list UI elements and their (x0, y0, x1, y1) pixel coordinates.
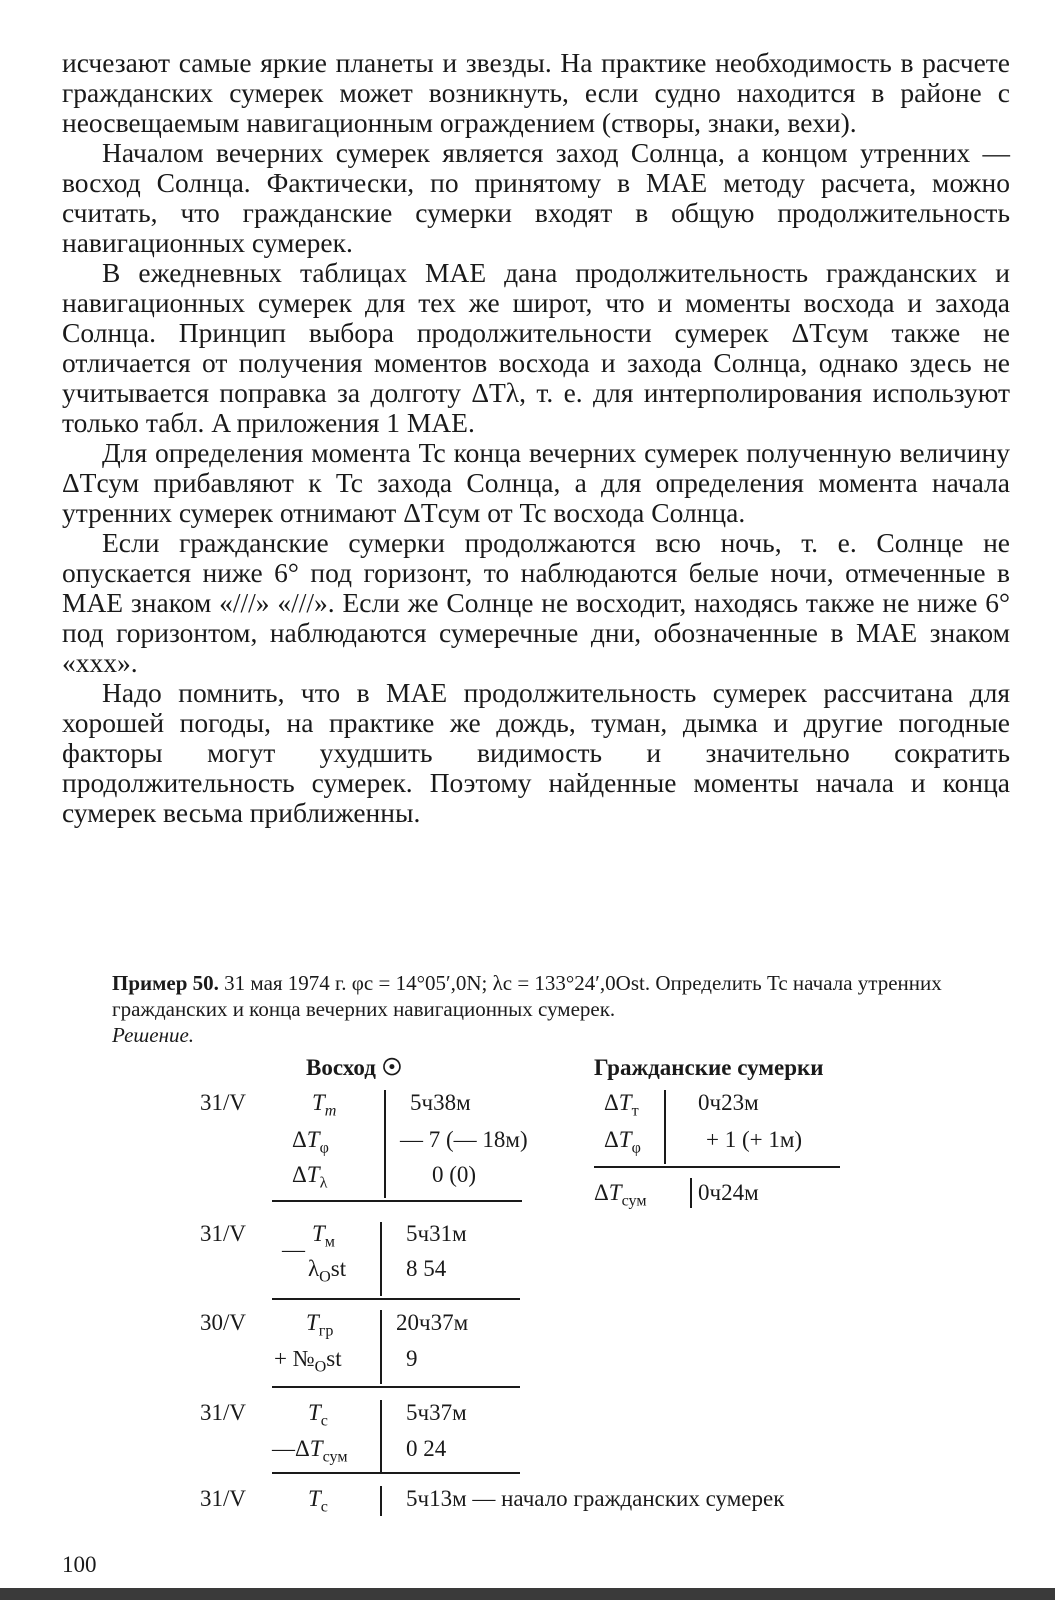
value-n-ost: 9 (406, 1346, 418, 1371)
label-r-dt-sum: $\Delta T_{сум}$ (594, 1180, 647, 1210)
label-dt-lambda: $\Delta T_\lambda$ (292, 1162, 328, 1192)
value-t-m: 5ч31м (406, 1221, 467, 1246)
solution-label: Решение. (112, 1023, 195, 1047)
value-dt-phi: — 7 (— 18м) (400, 1127, 528, 1152)
paragraph-2: Началом вечерних сумерек является заход Солнца, а концом утренних — восход Солнца. Фактически, по принятому в МАЕ методу расчета, можно считать, что гражданские сумерки входят в общую продолжительность навигационных сумерек. (62, 137, 1010, 258)
rule-v-1 (384, 1090, 386, 1198)
rule-v-2 (380, 1222, 382, 1296)
label-minus-dt-sum: $—\Delta T_{сум}$ (272, 1436, 348, 1466)
scan-edge (0, 1588, 1055, 1600)
page-number: 100 (62, 1552, 97, 1577)
value-t-c: 5ч37м (406, 1400, 467, 1425)
paragraph-1: исчезают самые яркие планеты и звезды. На практике необходимость в расчете гражданских сумерек может возникнуть, если судно находится в районе с неосвещаемым навигационным ограждением (створы, знаки, вехи). (62, 47, 1010, 138)
table-head-civil-twilight: Гражданские сумерки (594, 1055, 824, 1080)
paragraph-3: В ежедневных таблицах МАЕ дана продолжительность гражданских и навигационных сумерек для тех же широт, что и моменты восхода и захода Солнца. Принцип выбора продолжительности сумерек ΔTсум также не отличается от получения моментов восхода и захода Солнца, однако здесь не учитывается поправка за долготу ΔTλ, т. е. для интерполирования используют только табл. A приложения 1 МАЕ. (62, 257, 1010, 438)
example-text: 31 мая 1974 г. φc = 14°05′,0N; λc = 133°24′,0Ost. Определить Tc начала утренних гражданских и конца вечерних навигационных сумерек. (112, 971, 942, 1021)
body-text (62, 48, 1010, 828)
value-r-dt-phi: + 1 (+ 1м) (706, 1127, 803, 1152)
rule-h-2 (272, 1298, 520, 1300)
table-head-sunrise: Восход ☉ (306, 1055, 403, 1080)
date-3: 30/V (200, 1310, 246, 1335)
date-2: 31/V (200, 1221, 246, 1246)
minus-sign-1: — (282, 1237, 305, 1262)
label-n-ost: + $№_Ost$ (274, 1346, 342, 1376)
example-block (62, 970, 1010, 1048)
value-r-dt-sum: 0ч24м (698, 1180, 759, 1205)
value-t-t: 5ч38м (410, 1090, 471, 1115)
date-4: 31/V (200, 1400, 246, 1425)
rule-v-3 (380, 1310, 382, 1384)
label-r-dt-t: $\Delta T_т$ (604, 1090, 639, 1120)
label-r-dt-phi: $\Delta T_\varphi$ (604, 1127, 641, 1157)
label-t-c: $T_c$ (308, 1400, 328, 1430)
paragraph-5: Если гражданские сумерки продолжаются всю ночь, т. е. Солнце не опускается ниже 6° под горизонт, то наблюдаются белые ночи, отмеченные в МАЕ знаком «///» «///». Если же Солнце не восходит, находясь также не ниже 6° под горизонтом, наблюдаются сумеречные дни, обозначенные в МАЕ знаком «xxx». (62, 527, 1010, 678)
rule-h-1 (272, 1200, 522, 1202)
rule-h-4 (272, 1472, 520, 1474)
example-title: Пример 50. (112, 971, 219, 995)
rule-v-right-2 (690, 1178, 692, 1208)
paragraph-4: Для определения момента Tc конца вечерних сумерек полученную величину ΔTсум прибавляют к Tc захода Солнца, а для определения момента начала утренних сумерек отнимают ΔTсум от Tc восхода Солнца. (62, 437, 1010, 528)
rule-v-right (664, 1090, 666, 1164)
label-t-c-final: $T_c$ (308, 1486, 328, 1516)
label-t-t: $T_т$ (312, 1090, 337, 1120)
date-1: 31/V (200, 1090, 246, 1115)
label-t-gr: $T_{гр}$ (306, 1310, 334, 1340)
paragraph-6: Надо помнить, что в МАЕ продолжительность сумерек рассчитана для хорошей погоды, на практике же дождь, туман, дымка и другие погодные факторы могут ухудшить видимость и значительно сократить продолжительность сумерек. Поэтому найденные моменты начала и конца сумерек весьма приближенны. (62, 677, 1010, 828)
rule-v-4 (380, 1400, 382, 1474)
rule-h-3 (272, 1386, 520, 1388)
value-lambda-ost: 8 54 (406, 1256, 447, 1281)
date-5: 31/V (200, 1486, 246, 1511)
rule-v-5 (380, 1486, 382, 1516)
rule-h-right (594, 1166, 840, 1168)
value-result: 5ч13м — начало гражданских сумерек (406, 1486, 785, 1511)
value-t-gr: 20ч37м (396, 1310, 469, 1335)
label-t-m: $T_м$ (312, 1221, 335, 1251)
value-dt-sum: 0 24 (406, 1436, 447, 1461)
value-dt-lambda: 0 (0) (432, 1162, 477, 1187)
label-lambda-ost: $\lambda_Ost$ (308, 1256, 347, 1286)
value-r-dt-t: 0ч23м (698, 1090, 759, 1115)
label-dt-phi: $\Delta T_\varphi$ (292, 1127, 329, 1157)
